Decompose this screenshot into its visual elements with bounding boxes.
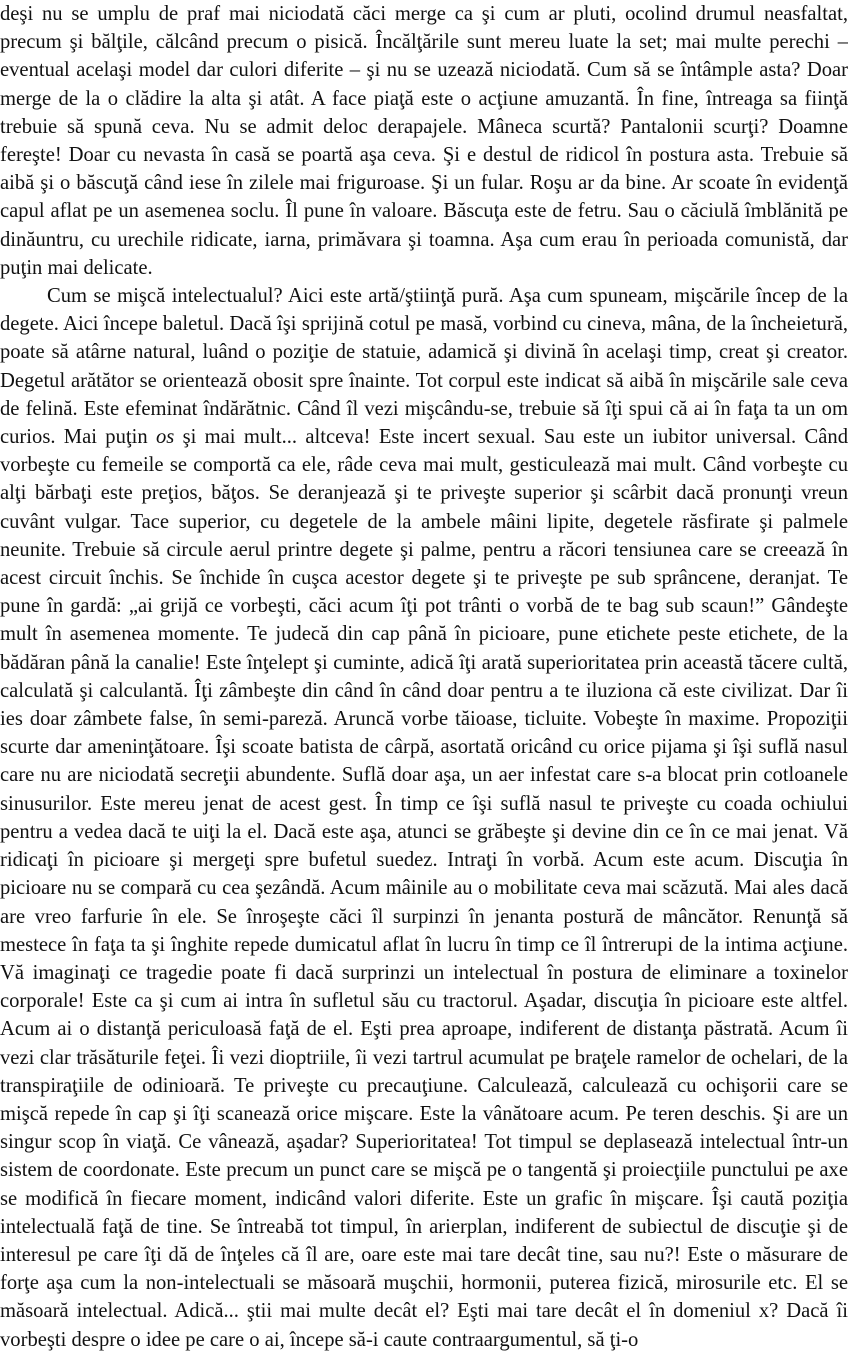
- paragraph-text: Cum se mişcă intelectualul? Aici este artă/ştiinţă pură. Aşa cum spuneam, mişcările încep de la degete. Aici începe baletul. Dacă îşi sprijină cotul pe masă, vorbind cu cineva, mâna, de la încheietură, poate să atârne natural, luând o poziţie de statuie, adamică şi divină în acelaşi timp, creat şi creator. Degetul arătător se orientează obosit spre înainte. Tot corpul este indicat să aibă în mişcările sale ceva de felină. Este efeminat îndărătnic. Când îl vezi mişcându-se, trebuie să îţi spui că ai în faţa ta un om curios. Mai puţin: [0, 285, 848, 449]
- paragraph: [0, 282, 848, 1354]
- italic-word: os: [155, 426, 175, 449]
- paragraph: deşi nu se umplu de praf mai niciodată căci merge ca şi cum ar pluti, ocolind drumul neasfaltat, precum şi bălţile, călcând precum o pisică. Încălţările sunt mereu luate la set; mai multe perechi – eventual acelaşi model dar culori diferite – şi nu se uzează niciodată. Cum să se întâmple asta? Doar merge de la o clădire la alta şi atât. A face piaţă este o acţiune amuzantă. În fine, întreaga sa fiinţă trebuie să spună ceva. Nu se admit deloc derapajele. Mâneca scurtă? Pantalonii scurţi? Doamne fereşte! Doar cu nevasta în casă se poartă aşa ceva. Şi e destul de ridicol în postura asta. Trebuie să aibă şi o băscuţă când iese în zilele mai friguroase. Şi un fular. Roşu ar da bine. Ar scoate în evidenţă capul aflat pe un asemenea soclu. Îl pune în valoare. Băscuţa este de fetru. Sau o căciulă îmblănită pe dinăuntru, cu urechile ridicate, iarna, primăvara şi toamna. Aşa cum erau în perioada comunistă, dar puţin mai delicate.: [0, 3, 848, 279]
- paragraph-text: şi mai mult... altceva! Este incert sexual. Sau este un iubitor universal. Când vorbeşte cu femeile se comportă ca ele, râde ceva mai mult, gesticulează mai mult. Când vorbeşte cu alţi bărbaţi este preţios, băţos. Se deranjează şi te priveşte superior şi scârbit dacă pronunţi vreun cuvânt vulgar. Tace superior, cu degetele de la ambele mâini lipite, degetele răsfirate şi palmele neunite. Trebuie să circule aerul printre degete şi palme, pentru a răcori tensiunea care se creează în acest circuit închis. Se închide în cuşca acestor degete şi te priveşte pe sub sprâncene, deranjat. Te pune în gardă: „ai grijă ce vorbeşti, căci acum îţi pot trânti o vorbă de te bag sub scaun!” Gândeşte mult în asemenea momente. Te judecă din cap până în picioare, pune etichete peste etichete, de la bădăran până la canalie! Este înţelept şi cuminte, adică îţi arată superioritatea prin această tăcere cultă, calculată şi calculantă. Îţi zâmbeşte din când în când doar pentru a te iluziona că este civilizat. Dar îi ies doar zâmbete false, în semi-pareză. Aruncă vorbe tăioase, ticluite. Vobeşte în maxime. Propoziţii scurte dar ameninţătoare. Îşi scoate batista de cârpă, asortată oricând cu orice pijama şi îşi suflă nasul care nu are niciodată secreţii abundente. Suflă doar aşa, un aer infestat care s-a blocat prin cotloanele sinusurilor. Este mereu jenat de acest gest. În timp ce îşi suflă nasul te priveşte cu coada ochiului pentru a vedea dacă te uiţi la el. Dacă este aşa, atunci se grăbeşte şi devine din ce în ce mai jenat. Vă ridicaţi în picioare şi mergeţi spre bufetul suedez. Intraţi în vorbă. Acum este acum. Discuţia în picioare nu se compară cu cea şezândă. Acum mâinile au o mobilitate ceva mai scăzută. Mai ales dacă are vreo farfurie în ele. Se înroşeşte căci îl surpinzi în jenanta postură de mâncător. Renunţă să mestece în faţa ta şi înghite repede dumicatul aflat în lucru în timp ce îl întrerupi de la intima acţiune. Vă imaginaţi ce tragedie poate fi dacă surprinzi un intelectual în postura de eliminare a toxinelor corporale! Este ca şi cum ai intra în sufletul său cu tractorul. Aşadar, discuţia în picioare este altfel. Acum ai o distanţă periculoasă faţă de el. Eşti prea aproape, indiferent de distanţa păstrată. Acum îi vezi clar trăsăturile feţei. Îi vezi dioptriile, îi vezi tartrul acumulat pe braţele ramelor de ochelari, de la transpiraţiile de odinioară. Te priveşte cu precauţiune. Calculează, calculează cu ochişorii care se mişcă repede în cap şi îţi scanează orice mişcare. Este la vânătoare acum. Pe teren deschis. Şi are un singur scop în viaţă. Ce vânează, aşadar? Superioritatea! Tot timpul se deplasează intelectual într-un sistem de coordonate. Este precum un punct care se mişcă pe o tangentă şi proiecţiile punctului pe axe se modifică în fiecare moment, indicând valori diferite. Este un grafic în mişcare. Îşi caută poziţia intelectuală faţă de tine. Se întreabă tot timpul, în arierplan, indiferent de subiectul de discuţie şi de interesul pe care îţi dă de înţeles că îl are, oare este mai tare decât tine, sau nu?! Este o măsurare de forţe aşa cum la non-intelectuali se măsoară muşchii, hormonii, puterea fizică, mirosurile etc. El se măsoară intelectual. Adică... ştii mai multe decât el? Eşti mai tare decât el în domeniul x? Dacă îi vorbeşti despre o idee pe care o ai, începe să-i caute contraargumentul, să ţi-o: [0, 426, 848, 1351]
